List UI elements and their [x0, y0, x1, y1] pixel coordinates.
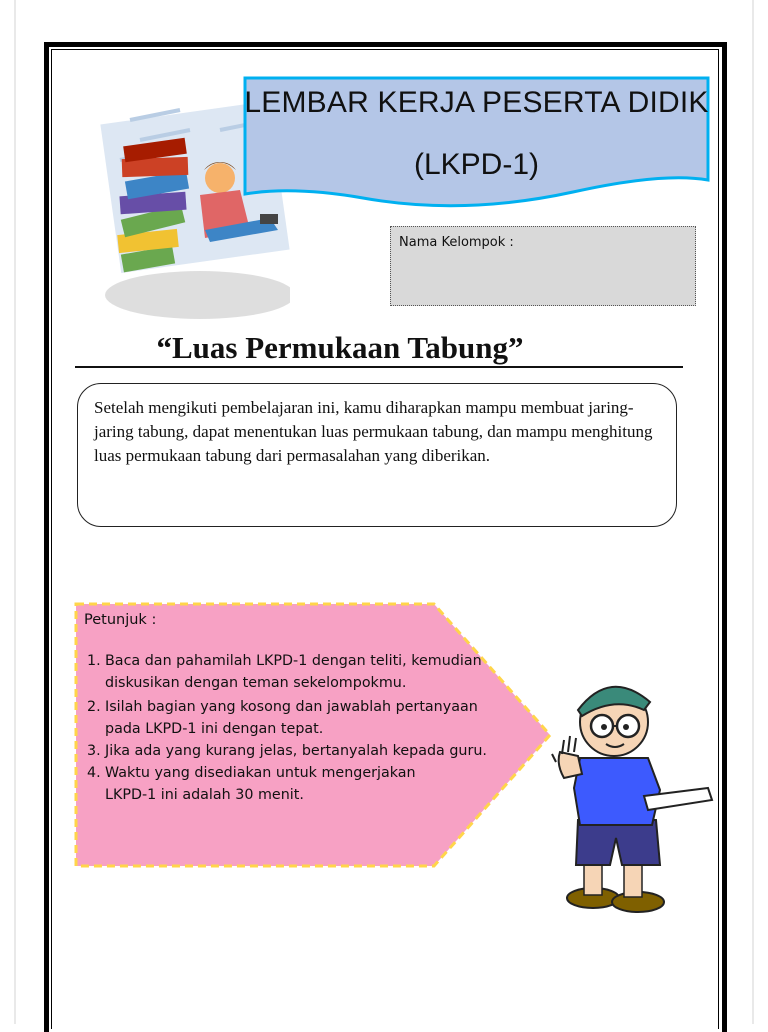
instructions-title: Petunjuk : [84, 612, 157, 628]
topic-title: “Luas Permukaan Tabung” [156, 330, 524, 365]
list-item: 1. Baca dan pahamilah LKPD-1 dengan teliti, kemudian diskusikan dengan teman sekelompokmu. [87, 653, 482, 691]
worksheet-title: LEMBAR KERJA PESERTA DIDIK [244, 86, 709, 119]
page-edge-left [14, 0, 16, 1024]
page-edge-right [752, 0, 754, 1024]
list-item: 2. Isilah bagian yang kosong dan jawablah pertanyaan pada LKPD-1 ini dengan tepat. [87, 699, 478, 737]
student-illustration [548, 670, 716, 920]
worksheet-code: (LKPD-1) [413, 148, 540, 181]
topic-underline [75, 366, 683, 368]
instructions-list [87, 650, 507, 806]
group-name-label: Nama Kelompok : [399, 235, 514, 250]
list-item: 4. Waktu yang disediakan untuk mengerjakan LKPD-1 ini adalah 30 menit. [87, 765, 416, 803]
group-name-field[interactable] [390, 226, 696, 306]
learning-goal-text: Setelah mengikuti pembelajaran ini, kamu diharapkan mampu membuat jaring-jaring tabung, dapat menentukan luas permukaan tabung, dan mampu menghitung luas permukaan tabung dari permasalahan yang diberikan. [94, 398, 653, 465]
list-item: 3. Jika ada yang kurang jelas, bertanyalah kepada guru. [87, 743, 487, 759]
